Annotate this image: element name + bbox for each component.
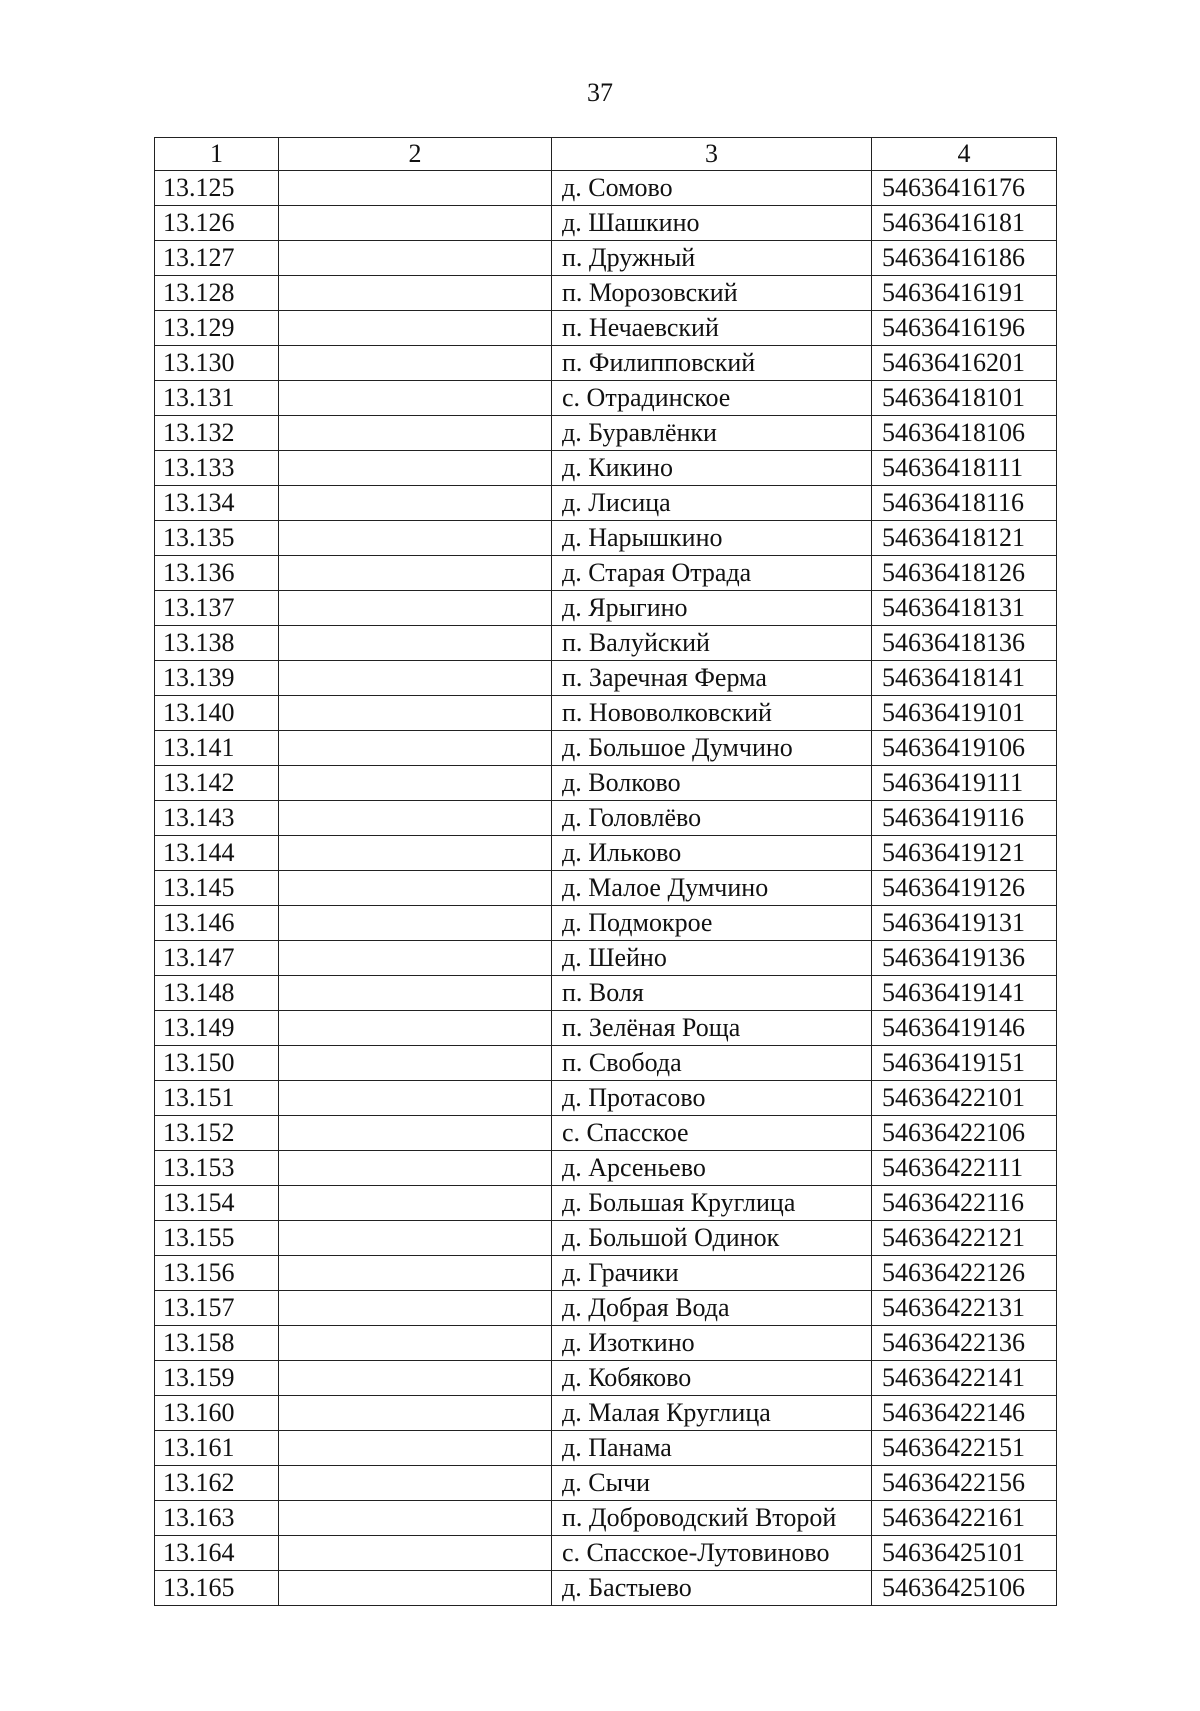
settlement-name-cell: п. Дружный xyxy=(552,241,872,276)
row-number-cell: 13.131 xyxy=(155,381,279,416)
column-2-cell xyxy=(279,416,552,451)
column-header-2: 2 xyxy=(279,138,552,171)
table-row xyxy=(155,976,1057,1011)
settlement-name-cell: с. Отрадинское xyxy=(552,381,872,416)
row-number-cell: 13.151 xyxy=(155,1081,279,1116)
settlement-name-cell: п. Валуйский xyxy=(552,626,872,661)
settlement-name-cell: д. Большой Одинок xyxy=(552,1221,872,1256)
table-row xyxy=(155,1501,1057,1536)
table-row xyxy=(155,451,1057,486)
table-row xyxy=(155,766,1057,801)
oktmo-code-cell: 54636418116 xyxy=(872,486,1057,521)
table-body xyxy=(155,171,1057,1606)
settlement-name-cell: п. Зелёная Роща xyxy=(552,1011,872,1046)
table-row xyxy=(155,906,1057,941)
table-row xyxy=(155,171,1057,206)
row-number-cell: 13.152 xyxy=(155,1116,279,1151)
settlement-name-cell: п. Доброводский Второй xyxy=(552,1501,872,1536)
table-row xyxy=(155,1361,1057,1396)
column-2-cell xyxy=(279,1081,552,1116)
table-row xyxy=(155,1046,1057,1081)
column-2-cell xyxy=(279,1466,552,1501)
column-2-cell xyxy=(279,871,552,906)
column-2-cell xyxy=(279,486,552,521)
table-row xyxy=(155,1186,1057,1221)
row-number-cell: 13.153 xyxy=(155,1151,279,1186)
settlement-name-cell: д. Грачики xyxy=(552,1256,872,1291)
table-row xyxy=(155,1326,1057,1361)
table-row xyxy=(155,521,1057,556)
column-2-cell xyxy=(279,451,552,486)
column-2-cell xyxy=(279,1361,552,1396)
column-2-cell xyxy=(279,1116,552,1151)
column-2-cell xyxy=(279,661,552,696)
settlement-name-cell: д. Головлёво xyxy=(552,801,872,836)
oktmo-code-cell: 54636416196 xyxy=(872,311,1057,346)
settlement-name-cell: д. Шейно xyxy=(552,941,872,976)
oktmo-code-cell: 54636416176 xyxy=(872,171,1057,206)
table-row xyxy=(155,416,1057,451)
oktmo-code-cell: 54636418111 xyxy=(872,451,1057,486)
row-number-cell: 13.163 xyxy=(155,1501,279,1536)
column-2-cell xyxy=(279,1326,552,1361)
oktmo-code-cell: 54636416201 xyxy=(872,346,1057,381)
settlement-name-cell: д. Добрая Вода xyxy=(552,1291,872,1326)
column-2-cell xyxy=(279,1186,552,1221)
column-header-1: 1 xyxy=(155,138,279,171)
table-row xyxy=(155,311,1057,346)
table-row xyxy=(155,1536,1057,1571)
table-row xyxy=(155,661,1057,696)
row-number-cell: 13.133 xyxy=(155,451,279,486)
column-2-cell xyxy=(279,381,552,416)
settlement-name-cell: п. Нововолковский xyxy=(552,696,872,731)
row-number-cell: 13.144 xyxy=(155,836,279,871)
settlement-name-cell: д. Буравлёнки xyxy=(552,416,872,451)
row-number-cell: 13.128 xyxy=(155,276,279,311)
table-row xyxy=(155,206,1057,241)
column-2-cell xyxy=(279,591,552,626)
row-number-cell: 13.160 xyxy=(155,1396,279,1431)
row-number-cell: 13.161 xyxy=(155,1431,279,1466)
settlement-name-cell: д. Старая Отрада xyxy=(552,556,872,591)
oktmo-code-cell: 54636422131 xyxy=(872,1291,1057,1326)
table-header-row xyxy=(155,138,1057,171)
oktmo-code-cell: 54636418106 xyxy=(872,416,1057,451)
row-number-cell: 13.132 xyxy=(155,416,279,451)
settlement-name-cell: п. Филипповский xyxy=(552,346,872,381)
oktmo-code-cell: 54636419101 xyxy=(872,696,1057,731)
column-2-cell xyxy=(279,556,552,591)
row-number-cell: 13.147 xyxy=(155,941,279,976)
settlement-name-cell: с. Спасское-Лутовиново xyxy=(552,1536,872,1571)
column-2-cell xyxy=(279,346,552,381)
column-2-cell xyxy=(279,731,552,766)
row-number-cell: 13.156 xyxy=(155,1256,279,1291)
settlement-name-cell: д. Малое Думчино xyxy=(552,871,872,906)
table-row xyxy=(155,1396,1057,1431)
row-number-cell: 13.130 xyxy=(155,346,279,381)
column-2-cell xyxy=(279,521,552,556)
settlement-name-cell: с. Спасское xyxy=(552,1116,872,1151)
settlement-name-cell: п. Свобода xyxy=(552,1046,872,1081)
oktmo-code-cell: 54636416181 xyxy=(872,206,1057,241)
settlement-name-cell: д. Сычи xyxy=(552,1466,872,1501)
column-2-cell xyxy=(279,1046,552,1081)
column-2-cell xyxy=(279,1431,552,1466)
table-row xyxy=(155,346,1057,381)
column-2-cell xyxy=(279,1396,552,1431)
table-row xyxy=(155,1221,1057,1256)
oktmo-code-cell: 54636419136 xyxy=(872,941,1057,976)
row-number-cell: 13.136 xyxy=(155,556,279,591)
row-number-cell: 13.142 xyxy=(155,766,279,801)
settlement-name-cell: д. Кикино xyxy=(552,451,872,486)
column-2-cell xyxy=(279,1291,552,1326)
settlement-name-cell: д. Протасово xyxy=(552,1081,872,1116)
oktmo-code-cell: 54636418126 xyxy=(872,556,1057,591)
oktmo-code-cell: 54636422141 xyxy=(872,1361,1057,1396)
oktmo-code-cell: 54636422126 xyxy=(872,1256,1057,1291)
settlement-name-cell: д. Ильково xyxy=(552,836,872,871)
settlement-name-cell: п. Воля xyxy=(552,976,872,1011)
oktmo-code-cell: 54636419151 xyxy=(872,1046,1057,1081)
row-number-cell: 13.164 xyxy=(155,1536,279,1571)
oktmo-code-cell: 54636419116 xyxy=(872,801,1057,836)
oktmo-code-cell: 54636419106 xyxy=(872,731,1057,766)
row-number-cell: 13.129 xyxy=(155,311,279,346)
row-number-cell: 13.150 xyxy=(155,1046,279,1081)
column-2-cell xyxy=(279,206,552,241)
column-header-3: 3 xyxy=(552,138,872,171)
column-header-4: 4 xyxy=(872,138,1057,171)
oktmo-code-cell: 54636419146 xyxy=(872,1011,1057,1046)
oktmo-code-cell: 54636419131 xyxy=(872,906,1057,941)
oktmo-code-cell: 54636419121 xyxy=(872,836,1057,871)
row-number-cell: 13.157 xyxy=(155,1291,279,1326)
column-2-cell xyxy=(279,1501,552,1536)
row-number-cell: 13.138 xyxy=(155,626,279,661)
oktmo-code-cell: 54636425101 xyxy=(872,1536,1057,1571)
table-row xyxy=(155,241,1057,276)
oktmo-code-cell: 54636419126 xyxy=(872,871,1057,906)
table-row xyxy=(155,556,1057,591)
row-number-cell: 13.146 xyxy=(155,906,279,941)
settlement-name-cell: д. Сомово xyxy=(552,171,872,206)
settlement-name-cell: п. Заречная Ферма xyxy=(552,661,872,696)
column-2-cell xyxy=(279,976,552,1011)
oktmo-code-cell: 54636418101 xyxy=(872,381,1057,416)
table-row xyxy=(155,836,1057,871)
oktmo-code-cell: 54636419111 xyxy=(872,766,1057,801)
table-row xyxy=(155,941,1057,976)
row-number-cell: 13.165 xyxy=(155,1571,279,1606)
table-row xyxy=(155,276,1057,311)
column-2-cell xyxy=(279,801,552,836)
oktmo-code-cell: 54636422136 xyxy=(872,1326,1057,1361)
row-number-cell: 13.125 xyxy=(155,171,279,206)
settlement-name-cell: д. Арсеньево xyxy=(552,1151,872,1186)
table-row xyxy=(155,1151,1057,1186)
oktmo-code-cell: 54636419141 xyxy=(872,976,1057,1011)
settlement-name-cell: п. Морозовский xyxy=(552,276,872,311)
column-2-cell xyxy=(279,241,552,276)
column-2-cell xyxy=(279,941,552,976)
oktmo-code-cell: 54636418121 xyxy=(872,521,1057,556)
oktmo-code-cell: 54636422116 xyxy=(872,1186,1057,1221)
settlement-name-cell: д. Лисица xyxy=(552,486,872,521)
row-number-cell: 13.135 xyxy=(155,521,279,556)
table-row xyxy=(155,486,1057,521)
column-2-cell xyxy=(279,1536,552,1571)
settlement-name-cell: д. Шашкино xyxy=(552,206,872,241)
column-2-cell xyxy=(279,1571,552,1606)
row-number-cell: 13.154 xyxy=(155,1186,279,1221)
column-2-cell xyxy=(279,171,552,206)
row-number-cell: 13.162 xyxy=(155,1466,279,1501)
settlement-name-cell: д. Волково xyxy=(552,766,872,801)
oktmo-code-cell: 54636422121 xyxy=(872,1221,1057,1256)
settlement-name-cell: д. Малая Круглица xyxy=(552,1396,872,1431)
settlement-name-cell: д. Ярыгино xyxy=(552,591,872,626)
row-number-cell: 13.148 xyxy=(155,976,279,1011)
oktmo-code-cell: 54636418136 xyxy=(872,626,1057,661)
row-number-cell: 13.127 xyxy=(155,241,279,276)
column-2-cell xyxy=(279,311,552,346)
table-row xyxy=(155,1466,1057,1501)
column-2-cell xyxy=(279,836,552,871)
column-2-cell xyxy=(279,276,552,311)
oktmo-code-cell: 54636422151 xyxy=(872,1431,1057,1466)
table-row xyxy=(155,1011,1057,1046)
table-row xyxy=(155,731,1057,766)
oktmo-code-cell: 54636422156 xyxy=(872,1466,1057,1501)
table-row xyxy=(155,1291,1057,1326)
settlements-table xyxy=(154,137,1057,1606)
oktmo-code-cell: 54636422161 xyxy=(872,1501,1057,1536)
row-number-cell: 13.126 xyxy=(155,206,279,241)
settlement-name-cell: д. Большое Думчино xyxy=(552,731,872,766)
settlement-name-cell: п. Нечаевский xyxy=(552,311,872,346)
table-row xyxy=(155,1431,1057,1466)
column-2-cell xyxy=(279,906,552,941)
table-row xyxy=(155,1571,1057,1606)
table-row xyxy=(155,1116,1057,1151)
row-number-cell: 13.140 xyxy=(155,696,279,731)
settlement-name-cell: д. Кобяково xyxy=(552,1361,872,1396)
column-2-cell xyxy=(279,1221,552,1256)
oktmo-code-cell: 54636418131 xyxy=(872,591,1057,626)
row-number-cell: 13.137 xyxy=(155,591,279,626)
settlement-name-cell: д. Панама xyxy=(552,1431,872,1466)
oktmo-code-cell: 54636422106 xyxy=(872,1116,1057,1151)
column-2-cell xyxy=(279,1011,552,1046)
column-2-cell xyxy=(279,766,552,801)
settlement-name-cell: д. Нарышкино xyxy=(552,521,872,556)
row-number-cell: 13.155 xyxy=(155,1221,279,1256)
table-row xyxy=(155,381,1057,416)
oktmo-code-cell: 54636422111 xyxy=(872,1151,1057,1186)
settlement-name-cell: д. Большая Круглица xyxy=(552,1186,872,1221)
page-number: 37 xyxy=(587,78,613,107)
row-number-cell: 13.149 xyxy=(155,1011,279,1046)
column-2-cell xyxy=(279,1151,552,1186)
table-row xyxy=(155,801,1057,836)
settlement-name-cell: д. Бастыево xyxy=(552,1571,872,1606)
column-2-cell xyxy=(279,696,552,731)
table-row xyxy=(155,626,1057,661)
oktmo-code-cell: 54636416186 xyxy=(872,241,1057,276)
row-number-cell: 13.134 xyxy=(155,486,279,521)
oktmo-code-cell: 54636422101 xyxy=(872,1081,1057,1116)
table-row xyxy=(155,1081,1057,1116)
settlement-name-cell: д. Изоткино xyxy=(552,1326,872,1361)
table-row xyxy=(155,871,1057,906)
row-number-cell: 13.143 xyxy=(155,801,279,836)
table-row xyxy=(155,591,1057,626)
table-row xyxy=(155,696,1057,731)
row-number-cell: 13.141 xyxy=(155,731,279,766)
row-number-cell: 13.159 xyxy=(155,1361,279,1396)
row-number-cell: 13.145 xyxy=(155,871,279,906)
oktmo-code-cell: 54636418141 xyxy=(872,661,1057,696)
oktmo-code-cell: 54636416191 xyxy=(872,276,1057,311)
settlement-name-cell: д. Подмокрое xyxy=(552,906,872,941)
oktmo-code-cell: 54636425106 xyxy=(872,1571,1057,1606)
table-row xyxy=(155,1256,1057,1291)
column-2-cell xyxy=(279,1256,552,1291)
row-number-cell: 13.139 xyxy=(155,661,279,696)
oktmo-code-cell: 54636422146 xyxy=(872,1396,1057,1431)
column-2-cell xyxy=(279,626,552,661)
row-number-cell: 13.158 xyxy=(155,1326,279,1361)
